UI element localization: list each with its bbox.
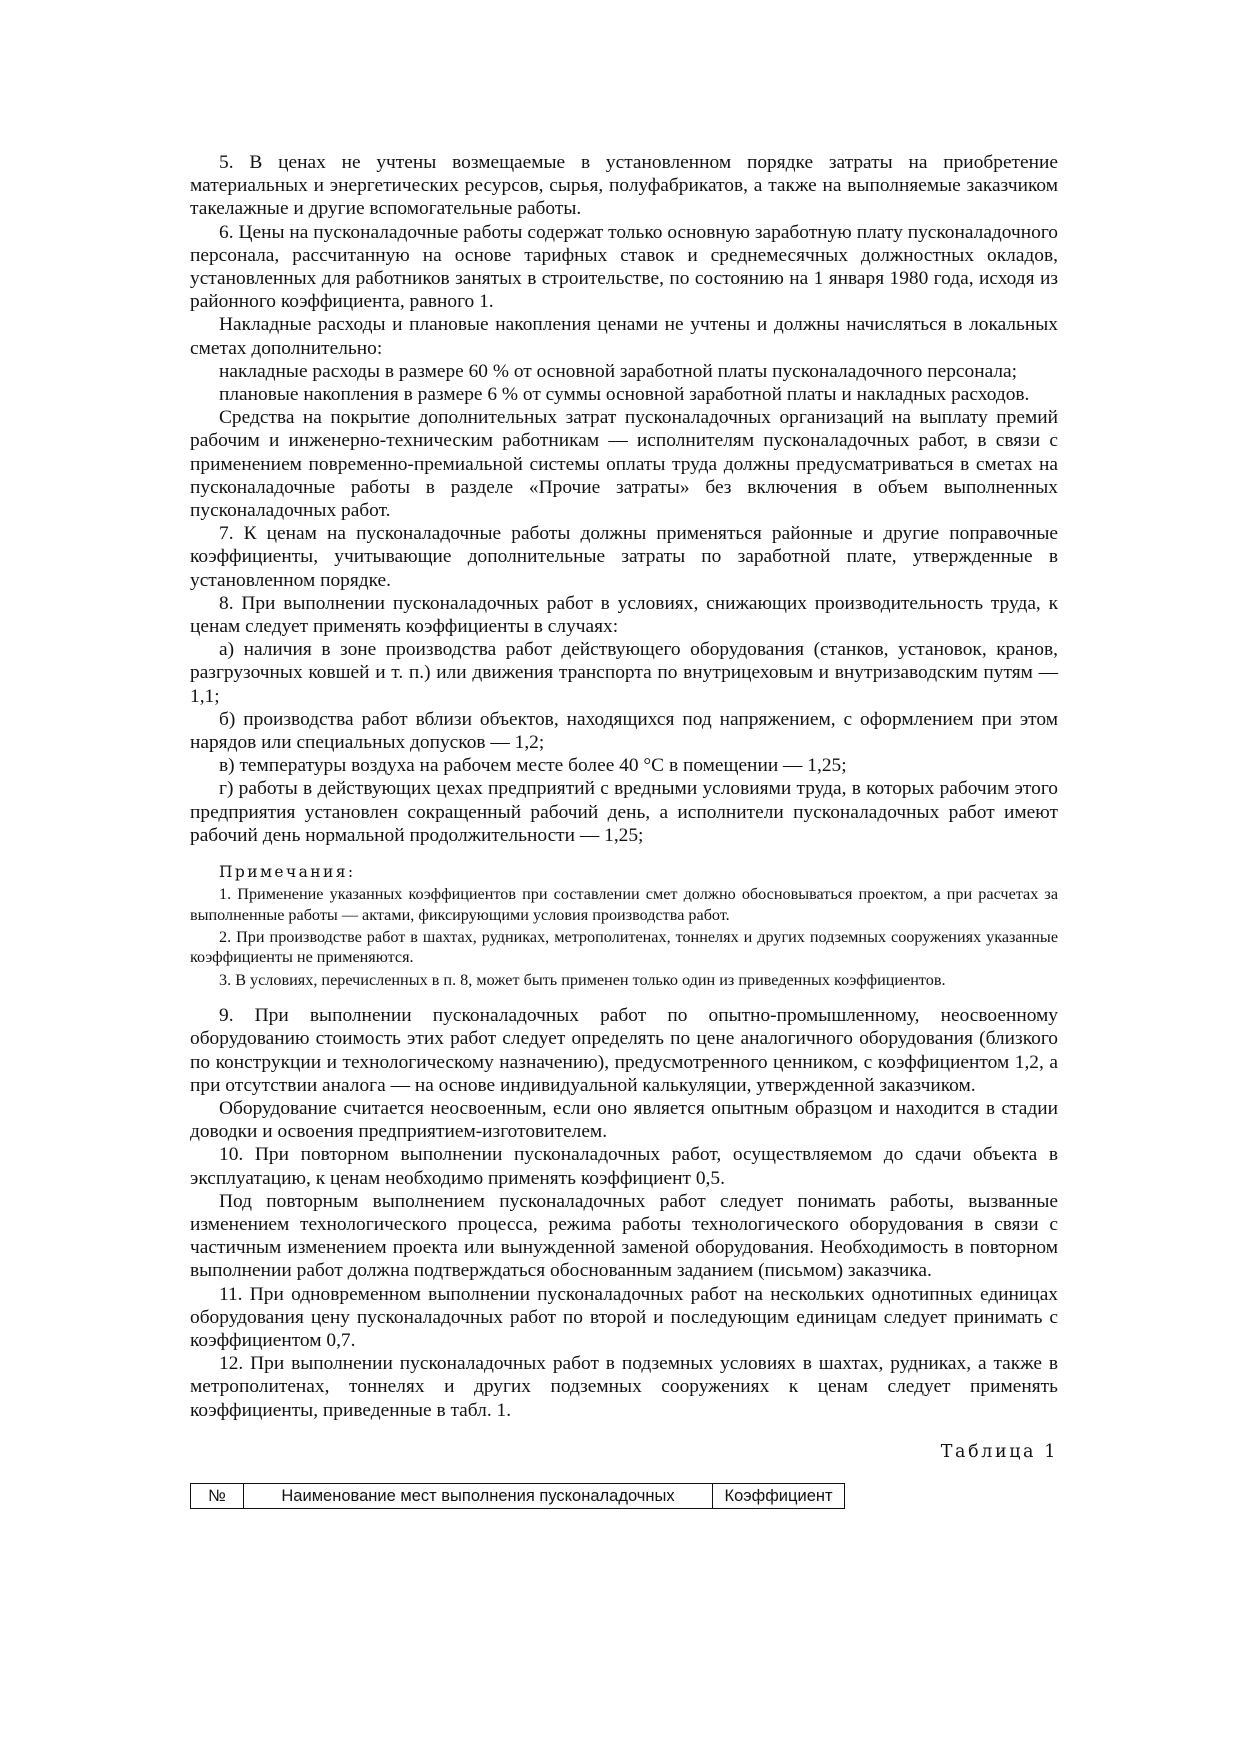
table-header-number: № xyxy=(191,1483,244,1508)
table-header-coefficient: Коэффициент xyxy=(713,1483,845,1508)
paragraph-planned-savings: плановые накопления в размере 6 % от суммы основной заработной платы и накладных расходов. xyxy=(219,384,1030,406)
paragraph-repeat-definition: Под повторным выполнением пусконаладочных работ следует понимать работы, вызванные изменением технологического процесса, режима работы технологического оборудования в связи с частичным изменением проекта или вынужденной заменой оборудования. Необходимость в повторном выполнении работ должна подтверждаться обоснованным заданием (письмом) заказчика. xyxy=(190,1190,1058,1282)
table-header-row xyxy=(191,1483,845,1508)
paragraph-item-7: 7. К ценам на пусконаладочные работы должны применяться районные и другие поправочные коэффициенты, учитывающие дополнительные затраты по заработной плате, утвержденные в установленном порядке. xyxy=(190,523,1058,591)
paragraph-item-5: 5. В ценах не учтены возмещаемые в установленном порядке затраты на приобретение материальных и энергетических ресурсов, сырья, полуфабрикатов, а также на выполняемые заказчиком такелажные и другие вспомогательные работы. xyxy=(190,152,1058,220)
paragraph-item-10: 10. При повторном выполнении пусконаладочных работ, осуществляемом до сдачи объекта в эксплуатацию, к ценам необходимо применять коэффициент 0,5. xyxy=(190,1144,1058,1189)
paragraph-case-d: г) работы в действующих цехах предприятий с вредными условиями труда, в которых рабочим этого предприятия установлен сокращенный рабочий день, а исполнители пусконаладочных работ имеют рабочий день нормальной продолжительности — 1,25; xyxy=(190,778,1058,846)
document-page xyxy=(190,151,1058,1509)
paragraph-item-12: 12. При выполнении пусконаладочных работ в подземных условиях в шахтах, рудниках, а также в метрополитенах, тоннелях и других подземных сооружениях к ценам следует применять коэффициенты, приведенные в табл. 1. xyxy=(190,1353,1058,1421)
table-header-name: Наименование мест выполнения пусконаладочных xyxy=(244,1483,713,1508)
note-item-3: 3. В условиях, перечисленных в п. 8, может быть применен только один из приведенных коэффициентов. xyxy=(219,970,946,989)
paragraph-case-b: б) производства работ вблизи объектов, находящихся под напряжением, с оформлением при этом нарядов или специальных допусков — 1,2; xyxy=(190,708,1058,754)
paragraph-item-8: 8. При выполнении пусконаладочных работ в условиях, снижающих производительность труда, к ценам следует применять коэффициенты в случаях: xyxy=(190,592,1058,638)
paragraph-case-c: в) температуры воздуха на рабочем месте более 40 °С в помещении — 1,25; xyxy=(219,755,847,777)
table-caption: Таблица 1 xyxy=(940,1441,1058,1462)
paragraph-overhead-intro: Накладные расходы и плановые накопления ценами не учтены и должны начисляться в локальных сметах дополнительно: xyxy=(190,314,1058,359)
paragraph-item-6: 6. Цены на пусконаладочные работы содержат только основную заработную плату пусконаладочного персонала, рассчитанную на основе тарифных ставок и среднемесячных должностных окладов, установленных для работников занятых в строительстве, по состоянию на 1 января 1980 года, исходя из районного коэффициента, равного 1. xyxy=(190,221,1058,313)
paragraph-case-a: а) наличия в зоне производства работ действующего оборудования (станков, установок, кранов, разгрузочных ковшей и т. п.) или движения транспорта по внутрицеховым и внутризаводским путям — 1,1; xyxy=(190,639,1058,707)
note-item-1: 1. Применение указанных коэффициентов при составлении смет должно обосновываться проектом, а при расчетах за выполненные работы — актами, фиксирующими условия производства работ. xyxy=(190,885,1058,924)
coefficient-table xyxy=(190,1483,845,1509)
paragraph-item-11: 11. При одновременном выполнении пусконаладочных работ на нескольких однотипных единицах оборудования цену пусконаладочных работ по второй и последующим единицам следует принимать с коэффициентом 0,7. xyxy=(190,1283,1058,1351)
notes-spacer xyxy=(190,992,1058,1004)
paragraph-unmastered-equipment: Оборудование считается неосвоенным, если оно является опытным образцом и находится в стадии доводки и освоения предприятием-изготовителем. xyxy=(190,1097,1058,1143)
paragraph-overhead-costs: накладные расходы в размере 60 % от основной заработной платы пусконаладочного персонала; xyxy=(219,360,1018,382)
paragraph-item-9: 9. При выполнении пусконаладочных работ по опытно-промышленному, неосвоенному оборудованию стоимость этих работ следует определять по цене аналогичного оборудования (близкого по конструкции и технологическому назначению), предусмотренного ценником, с коэффициентом 1,2, а при отсутствии аналога — на основе индивидуальной калькуляции, утвержденной заказчиком. xyxy=(190,1005,1058,1096)
note-item-2: 2. При производстве работ в шахтах, рудниках, метрополитенах, тоннелях и других подземных сооружениях указанные коэффициенты не применяются. xyxy=(190,927,1058,967)
notes-heading: Примечания: xyxy=(219,863,356,882)
paragraph-bonus-funds: Средства на покрытие дополнительных затрат пусконаладочных организаций на выплату премий рабочим и инженерно-техническим работникам — исполнителям пусконаладочных работ, в связи с применением повременно-премиальной системы оплаты труда должны предусматриваться в сметах на пусконаладочные работы в разделе «Прочие затраты» без включения в объем выполненных пусконаладочных работ. xyxy=(190,407,1058,522)
